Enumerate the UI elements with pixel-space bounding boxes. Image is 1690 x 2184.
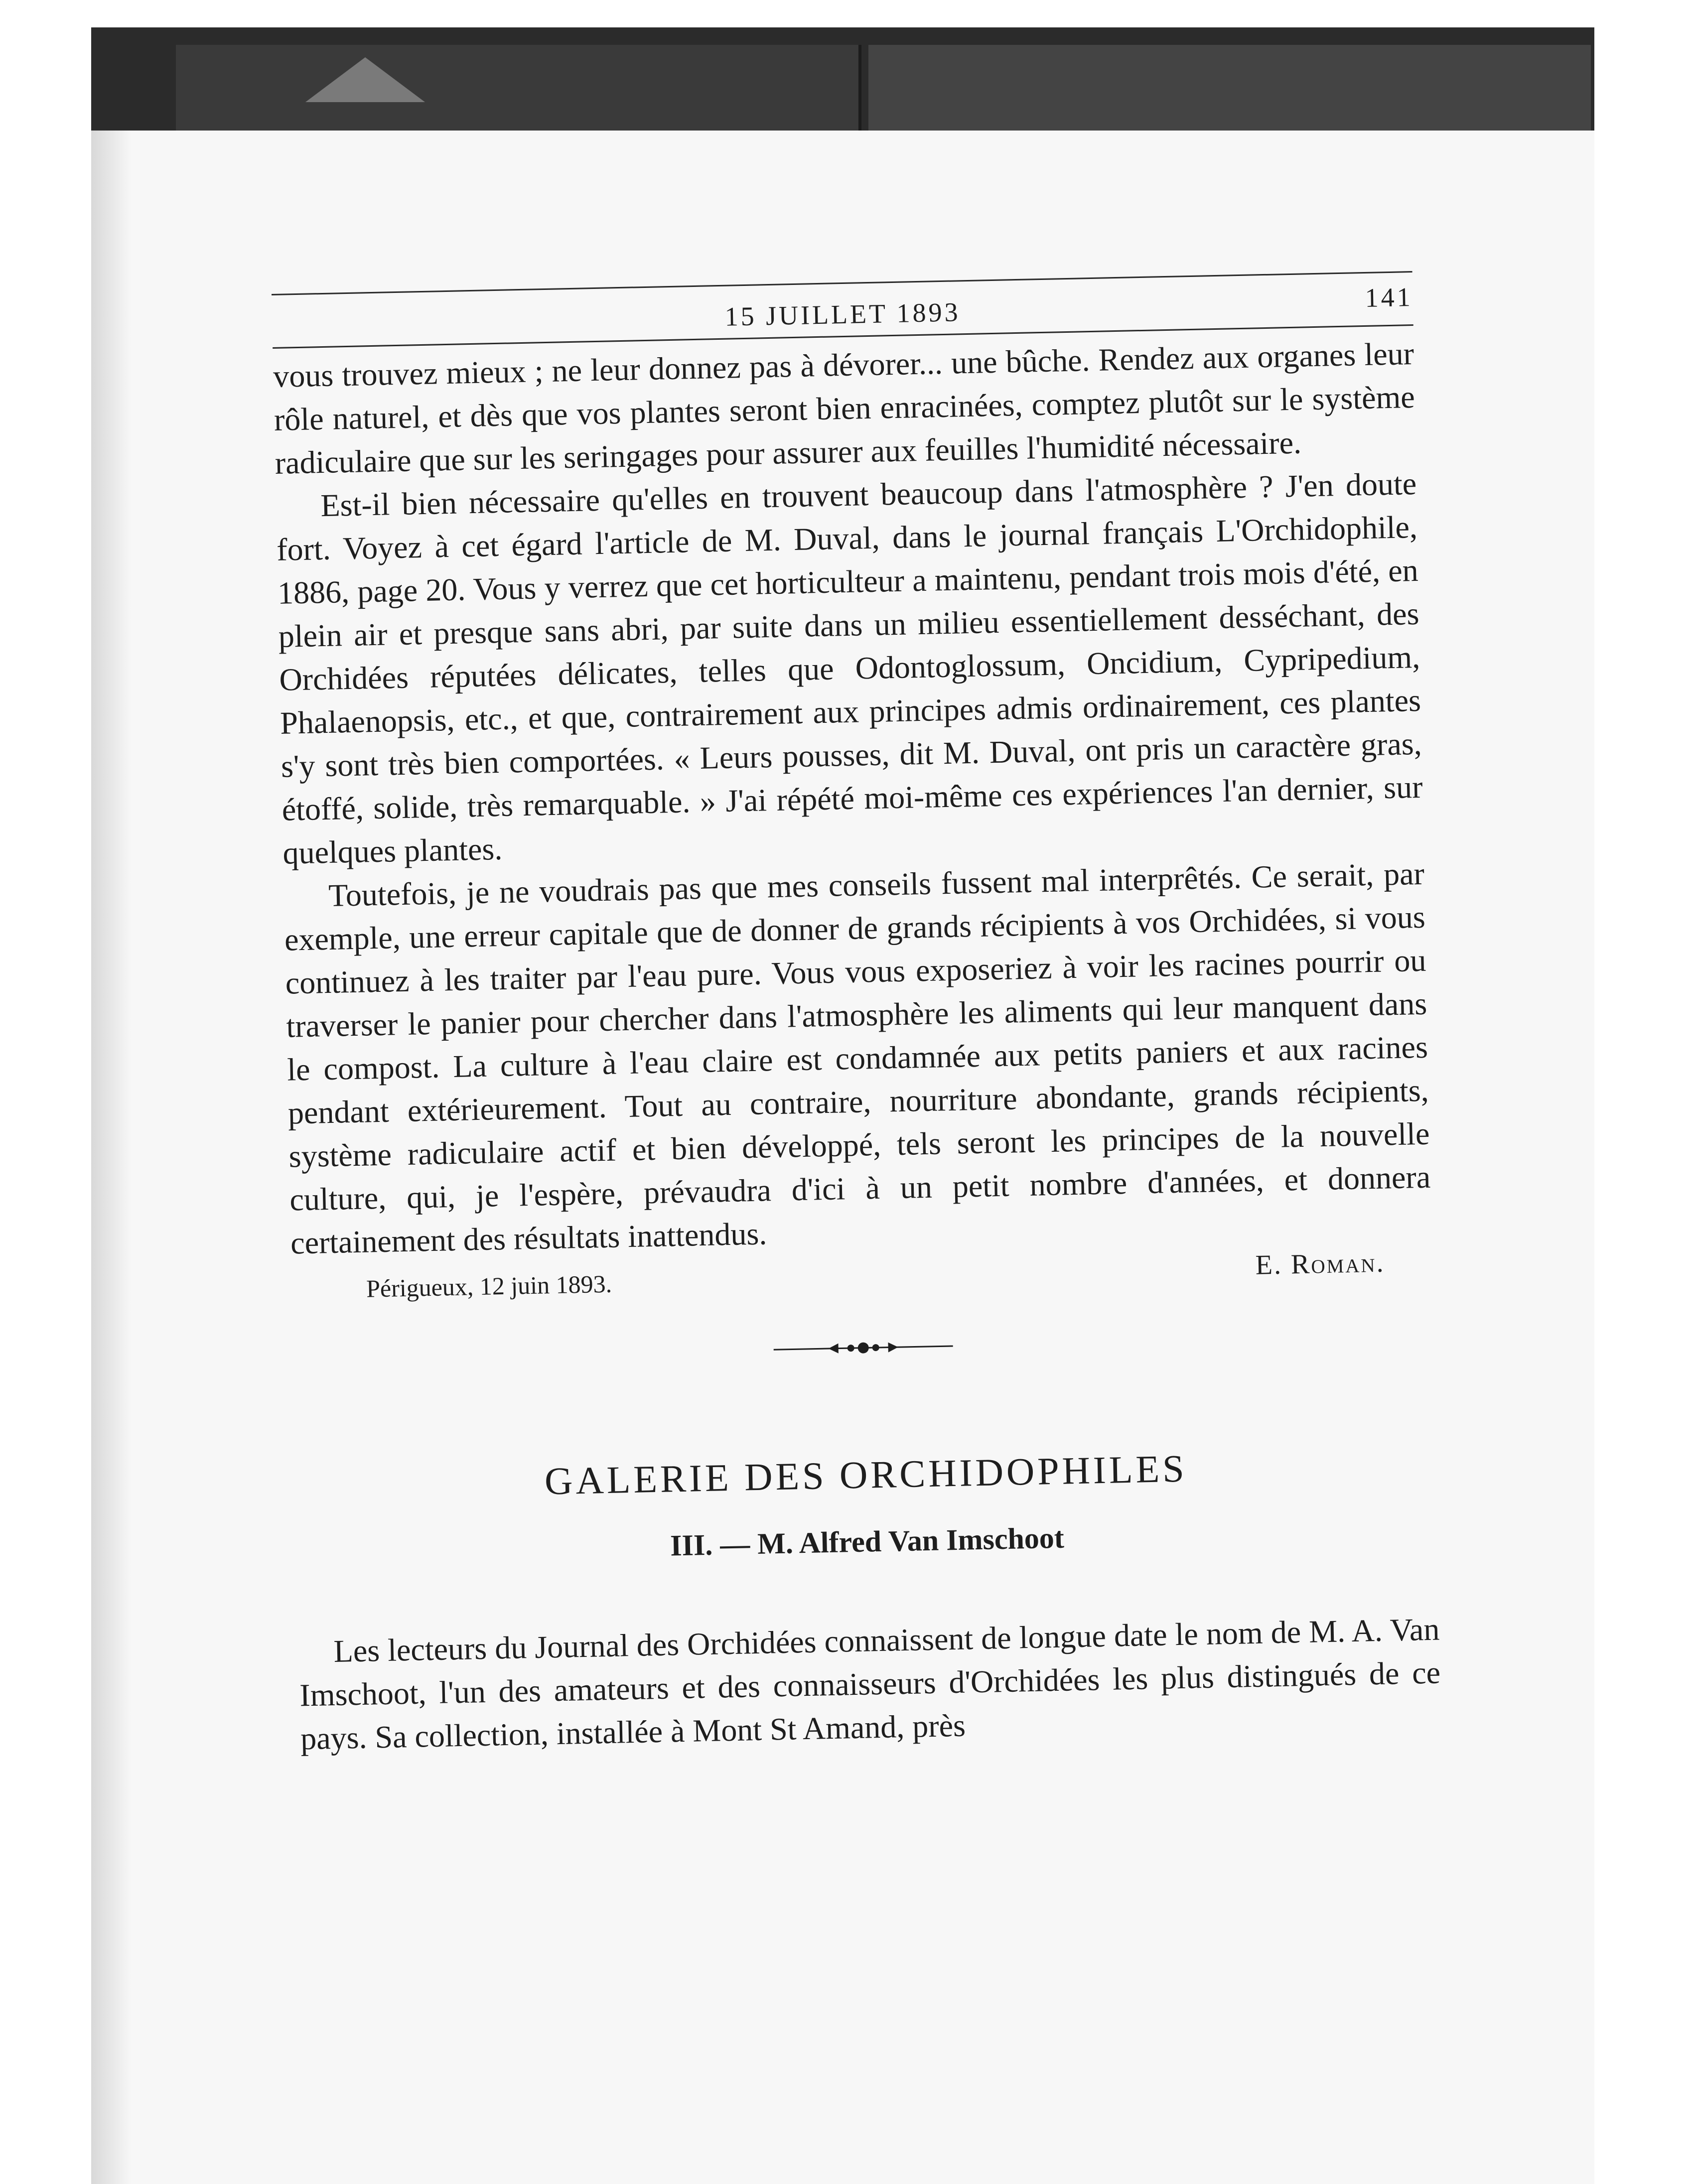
author-signature: E. Roman.: [1255, 1247, 1386, 1281]
section-title: GALERIE DES ORCHIDOPHILES: [544, 1446, 1188, 1503]
binding-band-right: [868, 45, 1591, 139]
section-subtitle: III. — M. Alfred Van Imschoot: [670, 1521, 1065, 1562]
section-body: [298, 1607, 1442, 1760]
page-content: [272, 271, 1442, 1760]
header-date: 15 JUILLET 1893: [724, 297, 961, 332]
book-binding-edge: [91, 27, 1594, 147]
binding-band-left: [176, 45, 861, 139]
paragraph-1: vous trouvez mieux ; ne leur donnez pas à dévorer... une bûche. Rendez aux organes leur rôle naturel, et dès que vos plantes seront bien enracinées, comptez plutôt sur le système radiculaire que sur les seringages pour assurer aux feuilles l'humidité nécessaire.: [273, 336, 1415, 481]
article-body: [273, 332, 1431, 1265]
place-date: Périgueux, 12 juin 1893.: [366, 1269, 612, 1303]
section-paragraph: Les lecteurs du Journal des Orchidées connaissent de longue date le nom de M. A. Van Imschoot, l'un des amateurs et des connaisseurs d'Orchidées les plus distingués de ce pays. Sa collection, installée à Mont St Amand, près: [299, 1611, 1441, 1757]
paragraph-2: Est-il bien nécessaire qu'elles en trouvent beaucoup dans l'atmosphère ? J'en doute fort. Voyez à cet égard l'article de M. Duval, dans le journal français L'Orchidophile, 1886, page 20. Vous y verrez que cet horticulteur a maintenu, pendant trois mois d'été, en plein air et presque sans abri, par suite dans un milieu essentiellement desséchant, des Orchidées réputées délicates, telles que Odontoglossum, Oncidium, Cypripedium, Phalaenopsis, etc., et que, contrairement aux principes admis ordinairement, ces plantes s'y sont très bien comportées. « Leurs pousses, dit M. Duval, ont pris un caractère gras, étoffé, solide, très remarquable. » J'ai répété moi-même ces expériences l'an dernier, sur quelques plantes.: [276, 465, 1423, 871]
paper-edge-shadow: [91, 131, 131, 2184]
ornament-divider: [763, 1331, 963, 1365]
page-fold-corner: [305, 57, 425, 102]
paragraph-3: Toutefois, je ne voudrais pas que mes conseils fussent mal interprêtés. Ce serait, par exemple, une erreur capitale que de donner de grands récipients à vos Orchidées, si vous continuez à les traiter par l'eau pure. Vous vous exposeriez à voir les racines pourrir ou traverser le panier pour chercher dans l'atmosphère les aliments qui leur manquent dans le compost. La culture à l'eau claire est condamnée aux petits paniers et aux racines pendant extérieurement. Tout au contraire, nourriture abondante, grands récipients, système radiculaire actif et bien développé, tels seront les principes de la nouvelle culture, qui, je l'espère, prévaudra d'ici à un petit nombre d'années, et donnera certainement des résultats inattendus.: [284, 855, 1431, 1261]
page-number: 141: [1364, 282, 1413, 313]
